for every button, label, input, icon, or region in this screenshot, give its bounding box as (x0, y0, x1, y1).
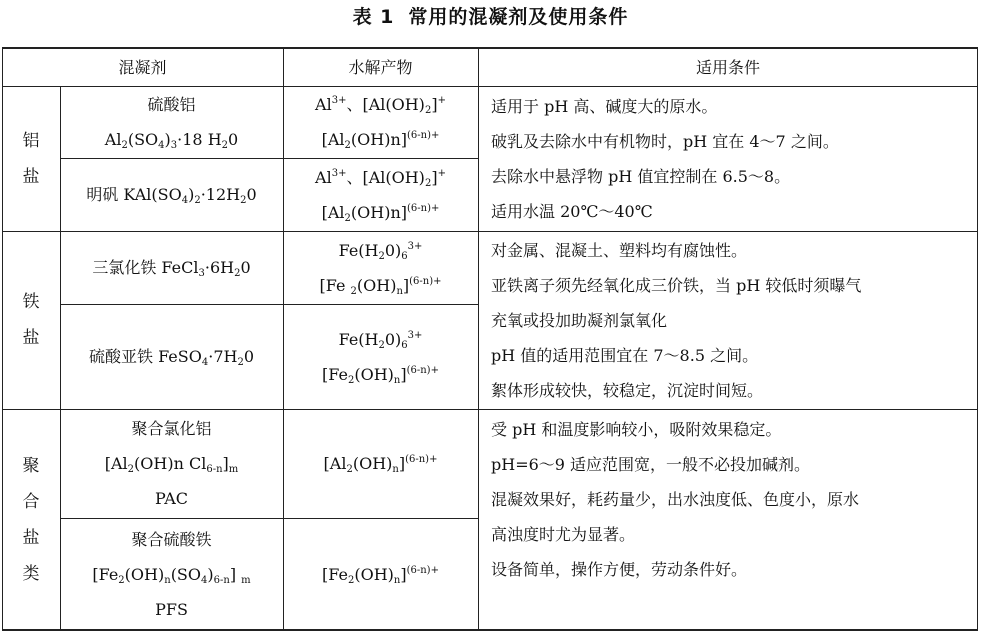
table-bottom-border (2, 629, 978, 631)
row-divider (60, 518, 478, 519)
hydrolysis-aluminum-sulfate: $Al^{3+}$、$[Al(OH)_2]^+$ $[Al_2(OH)n]^{(6-n)+}$ (315, 95, 446, 151)
coagulant-aluminum-sulfate: 硫酸铝 $Al_2(SO_4)_3\cdot 18$ $H_20$ (60, 86, 283, 158)
table-title (0, 0, 981, 40)
hydrolysis-alum: $Al^{3+}$、$[Al(OH)_2]^+$ $[Al_2(OH)n]^{(6-n)+}$ (315, 167, 446, 224)
group-divider (2, 409, 978, 410)
hydrolysis-ferrous-sulfate: $Fe(H_20)_6^{3+}$ $[Fe_2(OH)_n]^{(6-n)+}$ (322, 329, 439, 386)
coagulant-pac: 聚合氯化铝 [$Al_2(OH)n$ $Cl_{6-n}]_m$ PAC (104, 419, 239, 508)
hydrolysis-pac: $[Al_2(OH)_n]^{(6-n)+}$ (323, 454, 438, 475)
group-aluminum-salt: 铝 盐 (22, 130, 40, 187)
column-divider (60, 86, 61, 630)
row-divider (60, 304, 478, 305)
coagulant-ferric-chloride: 三氯化铁 $FeCl_3\cdot 6H_20$ (92, 258, 251, 279)
table-number: 表 1 (352, 6, 395, 28)
group-polymer-salt: 聚 合 盐 类 (22, 455, 40, 584)
coagulant-pfs: 聚合硫酸铁 $[Fe_2(OH)_n(SO_4)_{6-n}]$ $_m$ PFS (92, 529, 251, 619)
conditions-iron: 对金属、混凝土、塑料均有腐蚀性。 亚铁离子须先经氧化成三价铁，当 pH 较低时须曝气 充氧或投加助凝剂氯氧化 pH 值的适用范围宜在 7～8.5 之间。 絮体形成较快，较稳定，沉淀时间短。 (491, 240, 862, 400)
group-iron-salt: 铁 盐 (22, 292, 40, 348)
table-caption: 常用的混凝剂及使用条件 (408, 6, 629, 28)
table-left-border (2, 47, 3, 631)
coagulant-alum: 明矾 $KAl(SO_4)_2\cdot 12H_20$ (86, 185, 257, 206)
header-coagulant: 混凝剂 (118, 57, 167, 77)
coagulant-ferrous-sulfate: 硫酸亚铁 $FeSO_4\cdot 7H_20$ (88, 347, 255, 368)
group-divider (2, 231, 978, 232)
column-divider (283, 47, 284, 631)
table-right-border (977, 47, 978, 631)
header-conditions: 适用条件 (695, 57, 760, 77)
header-hydrolysis: 水解产物 (348, 57, 413, 77)
conditions-aluminum: 适用于 pH 高、碱度大的原水。 破乳及去除水中有机物时，pH 宜在 4～7 之间。 去除水中悬浮物 pH 值宜控制在 6.5～8。 适用水温 20℃～40℃ (491, 96, 839, 221)
formula-aluminum-sulfate: $Al_2(SO_4)_3\cdot 18$ $H_20$ (104, 130, 239, 151)
conditions-polymer: 受 pH 和温度影响较小，吸附效果稳定。 pH=6～9 适应范围宽，一般不必投加碱剂。 混凝效果好，耗药量少，出水浊度低、色度小，原水 高浊度时尤为显著。 设备简单，操作方便，劳动条件好。 (491, 420, 860, 579)
hydrolysis-ferric-chloride: $Fe(H_20)_6^{3+}$ [Fe $_2(OH)_n]^{(6-n)+}$ (319, 240, 442, 297)
column-divider (478, 47, 479, 631)
table-top-border (2, 47, 978, 49)
row-divider (60, 158, 478, 159)
hydrolysis-pfs: $[Fe_2(OH)_n]^{(6-n)+}$ (322, 564, 439, 586)
header-bottom-border (2, 86, 978, 87)
